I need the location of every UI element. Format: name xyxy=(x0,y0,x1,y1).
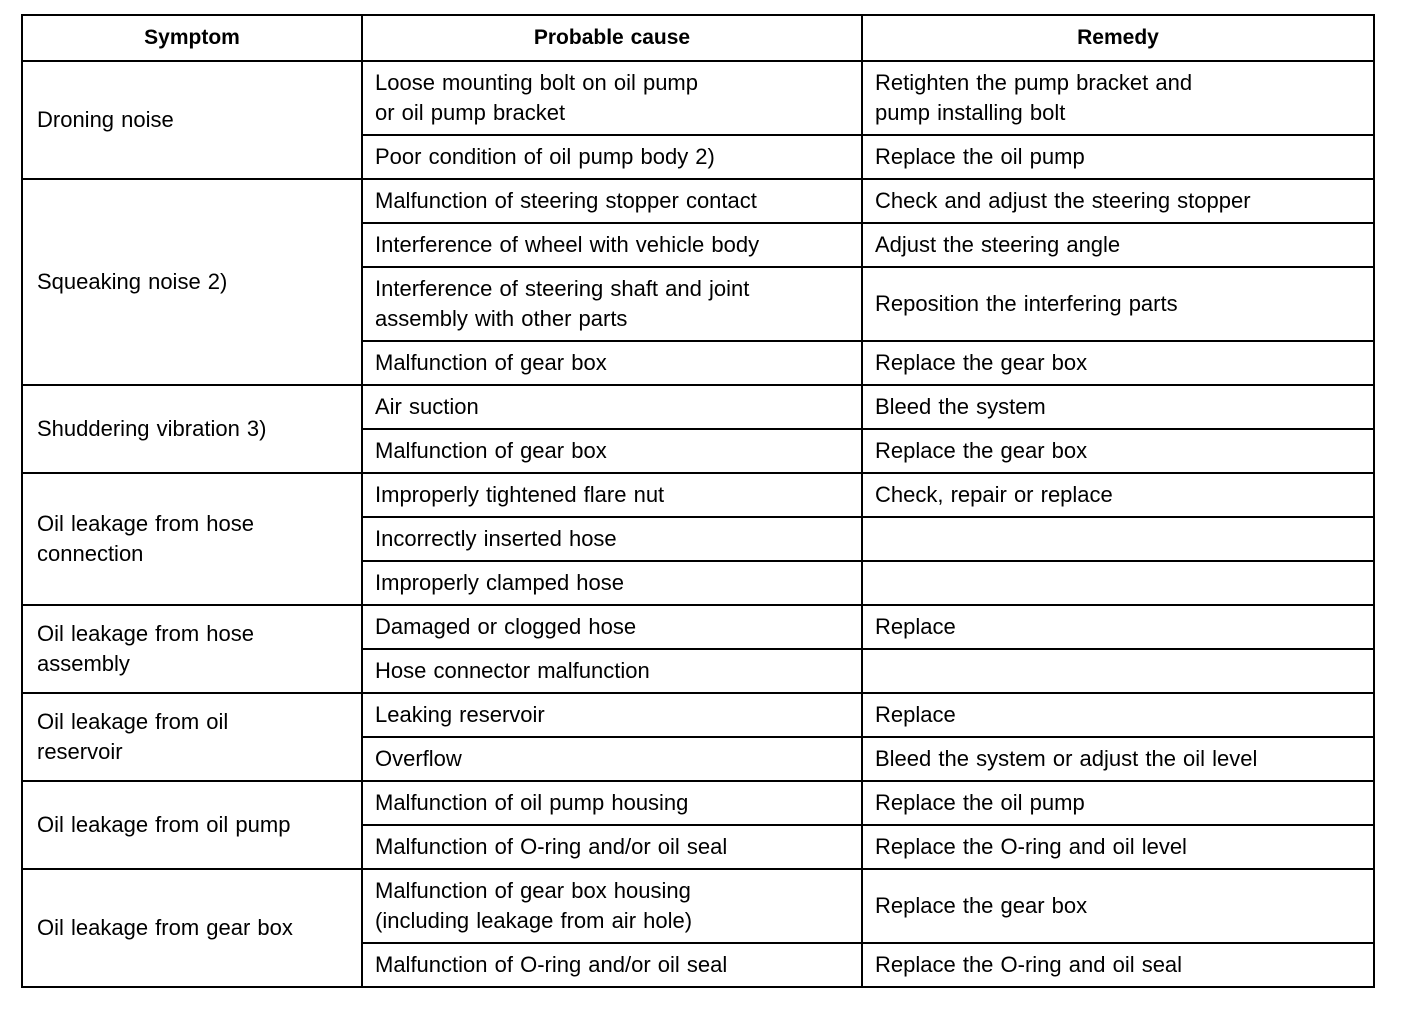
remedy-cell xyxy=(862,649,1374,693)
remedy-cell: Bleed the system or adjust the oil level xyxy=(862,737,1374,781)
cause-cell: Incorrectly inserted hose xyxy=(362,517,862,561)
table-row xyxy=(22,61,1374,135)
remedy-cell: Replace the oil pump xyxy=(862,135,1374,179)
remedy-cell: Replace the oil pump xyxy=(862,781,1374,825)
table-row xyxy=(22,179,1374,223)
symptom-cell: Shuddering vibration 3) xyxy=(22,385,362,473)
remedy-cell: Replace the O-ring and oil seal xyxy=(862,943,1374,987)
table-row xyxy=(22,781,1374,825)
remedy-cell: Check and adjust the steering stopper xyxy=(862,179,1374,223)
table-row xyxy=(22,385,1374,429)
cause-cell: Hose connector malfunction xyxy=(362,649,862,693)
symptom-cell: Droning noise xyxy=(22,61,362,179)
cause-cell: Malfunction of gear box xyxy=(362,429,862,473)
table-row xyxy=(22,605,1374,649)
remedy-cell xyxy=(862,517,1374,561)
cause-cell: Air suction xyxy=(362,385,862,429)
table-row xyxy=(22,693,1374,737)
header-row xyxy=(22,15,1374,61)
cause-cell: Interference of steering shaft and joint assembly with other parts xyxy=(362,267,862,341)
symptom-cell: Oil leakage from oil pump xyxy=(22,781,362,869)
symptom-cell: Squeaking noise 2) xyxy=(22,179,362,385)
cause-cell: Malfunction of O-ring and/or oil seal xyxy=(362,825,862,869)
cause-cell: Damaged or clogged hose xyxy=(362,605,862,649)
remedy-cell: Replace xyxy=(862,693,1374,737)
cause-cell: Poor condition of oil pump body 2) xyxy=(362,135,862,179)
symptom-cell: Oil leakage from hose connection xyxy=(22,473,362,605)
cause-cell: Improperly tightened flare nut xyxy=(362,473,862,517)
symptom-cell: Oil leakage from oil reservoir xyxy=(22,693,362,781)
troubleshooting-table xyxy=(21,14,1375,988)
header-probable-cause: Probable cause xyxy=(362,15,862,61)
symptom-cell: Oil leakage from hose assembly xyxy=(22,605,362,693)
cause-cell: Malfunction of gear box housing (including leakage from air hole) xyxy=(362,869,862,943)
symptom-cell: Oil leakage from gear box xyxy=(22,869,362,987)
remedy-cell: Replace the gear box xyxy=(862,341,1374,385)
remedy-cell: Replace the gear box xyxy=(862,429,1374,473)
cause-cell: Leaking reservoir xyxy=(362,693,862,737)
remedy-cell: Bleed the system xyxy=(862,385,1374,429)
cause-cell: Overflow xyxy=(362,737,862,781)
header-symptom: Symptom xyxy=(22,15,362,61)
cause-cell: Malfunction of O-ring and/or oil seal xyxy=(362,943,862,987)
remedy-cell: Adjust the steering angle xyxy=(862,223,1374,267)
remedy-cell: Replace the O-ring and oil level xyxy=(862,825,1374,869)
table-row xyxy=(22,869,1374,943)
cause-cell: Interference of wheel with vehicle body xyxy=(362,223,862,267)
cause-cell: Malfunction of steering stopper contact xyxy=(362,179,862,223)
cause-cell: Loose mounting bolt on oil pump or oil pump bracket xyxy=(362,61,862,135)
cause-cell: Malfunction of oil pump housing xyxy=(362,781,862,825)
remedy-cell xyxy=(862,561,1374,605)
table-body xyxy=(22,61,1374,987)
table-header xyxy=(22,15,1374,61)
cause-cell: Malfunction of gear box xyxy=(362,341,862,385)
remedy-cell: Reposition the interfering parts xyxy=(862,267,1374,341)
table-row xyxy=(22,473,1374,517)
remedy-cell: Replace xyxy=(862,605,1374,649)
header-remedy: Remedy xyxy=(862,15,1374,61)
cause-cell: Improperly clamped hose xyxy=(362,561,862,605)
remedy-cell: Check, repair or replace xyxy=(862,473,1374,517)
remedy-cell: Retighten the pump bracket and pump installing bolt xyxy=(862,61,1374,135)
remedy-cell: Replace the gear box xyxy=(862,869,1374,943)
